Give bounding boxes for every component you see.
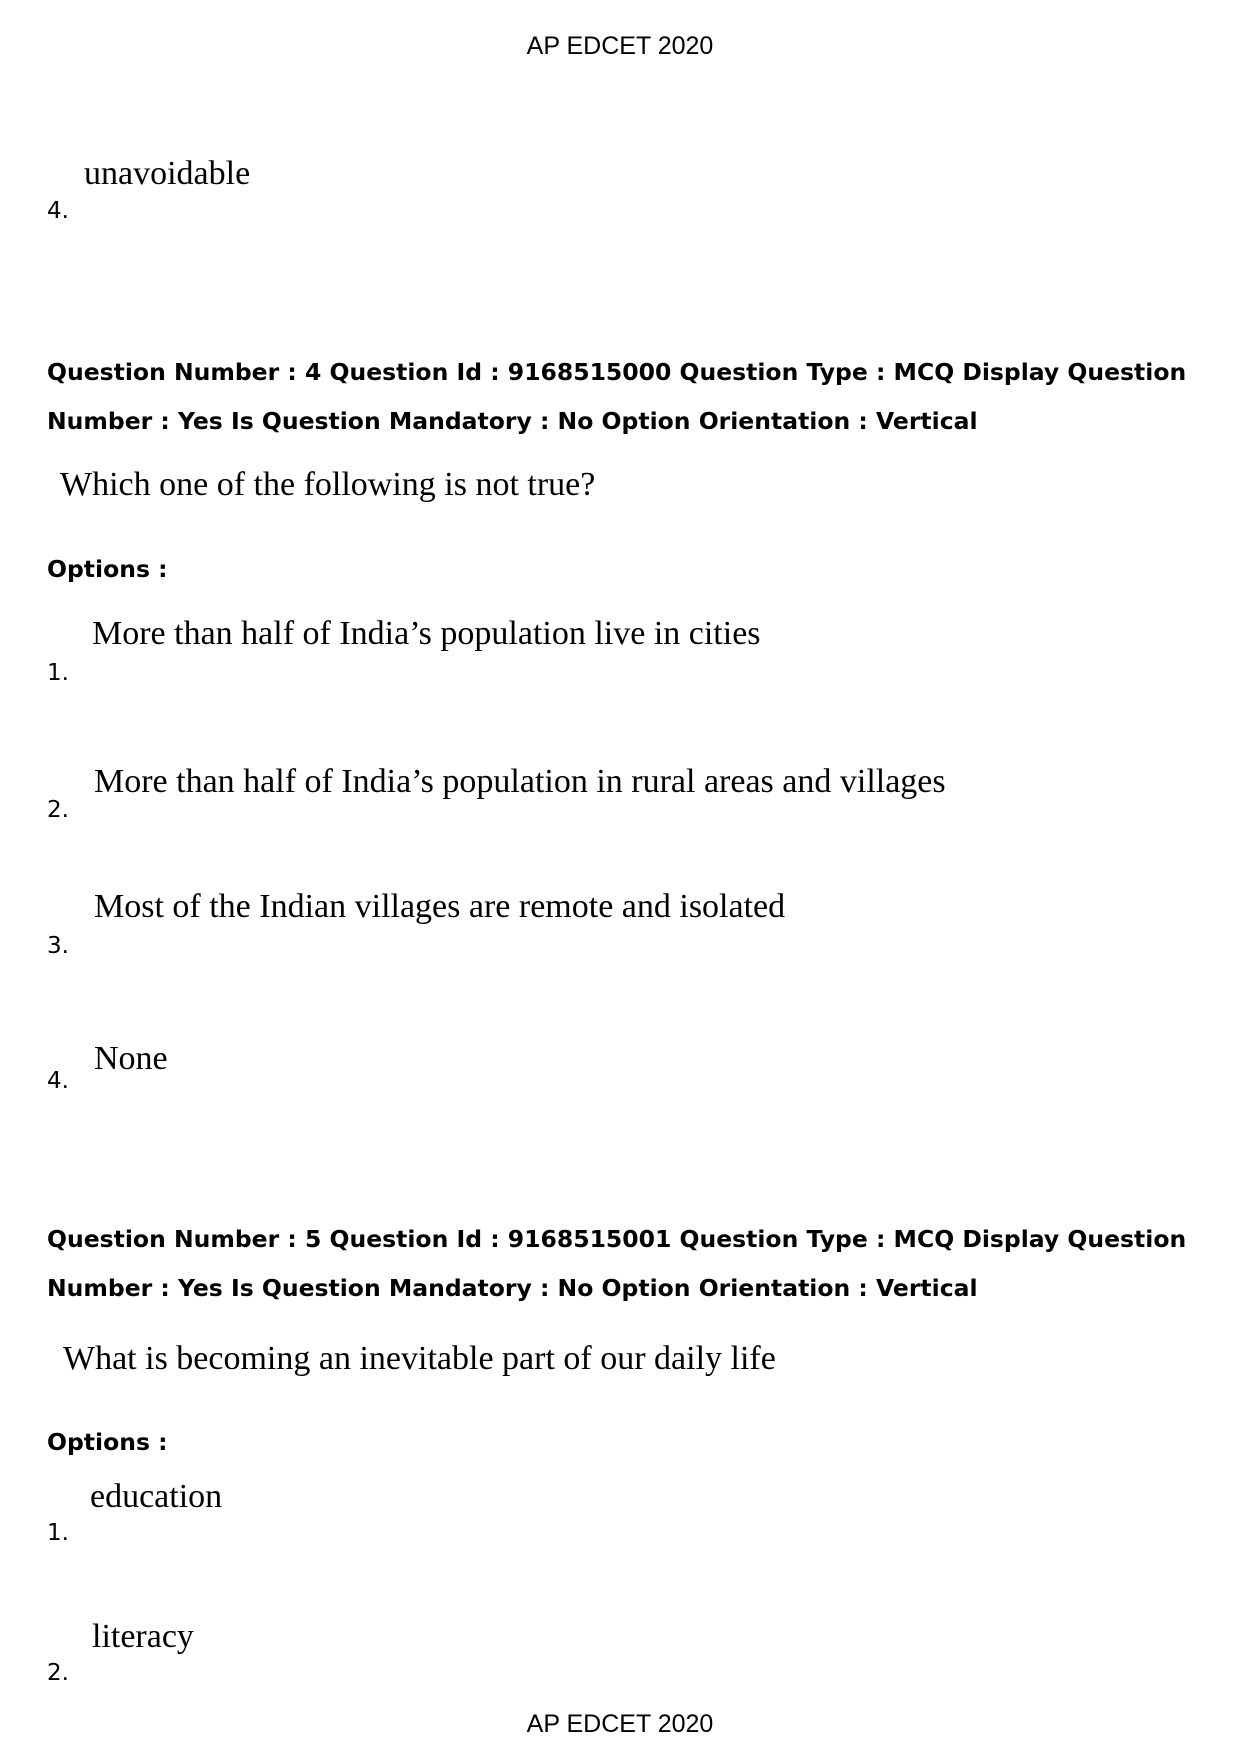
option-text: More than half of India’s population live in cities: [92, 615, 761, 652]
question-meta: [47, 1215, 1186, 1313]
option-text: unavoidable: [84, 155, 251, 192]
option-text: Most of the Indian villages are remote and isolated: [94, 888, 786, 925]
question-meta-line-1: Question Number : 5 Question Id : 9168515001 Question Type : MCQ Display Question: [47, 1225, 1187, 1253]
question-meta-line-2: Number : Yes Is Question Mandatory : No Option Orientation : Vertical: [47, 407, 978, 435]
option-number: 1.: [47, 660, 69, 686]
page-header: AP EDCET 2020: [526, 32, 714, 60]
question-text: What is becoming an inevitable part of our daily life: [63, 1340, 776, 1377]
option-text: None: [94, 1040, 168, 1077]
question-meta-line-1: Question Number : 4 Question Id : 9168515000 Question Type : MCQ Display Question: [47, 358, 1187, 386]
page-footer: AP EDCET 2020: [526, 1710, 714, 1738]
option-text: literacy: [92, 1618, 194, 1655]
option-number: 2.: [47, 1660, 69, 1686]
option-number: 3.: [47, 933, 69, 959]
question-meta: [47, 348, 1186, 446]
options-label: Options :: [47, 555, 168, 583]
question-text: Which one of the following is not true?: [60, 466, 596, 503]
option-text: education: [90, 1478, 223, 1515]
option-number: 4.: [47, 1068, 69, 1094]
question-meta-line-2: Number : Yes Is Question Mandatory : No Option Orientation : Vertical: [47, 1274, 978, 1302]
option-text: More than half of India’s population in rural areas and villages: [94, 763, 946, 800]
option-number: 2.: [47, 797, 69, 823]
option-number: 4.: [47, 198, 69, 224]
options-label: Options :: [47, 1428, 168, 1456]
option-number: 1.: [47, 1520, 69, 1546]
